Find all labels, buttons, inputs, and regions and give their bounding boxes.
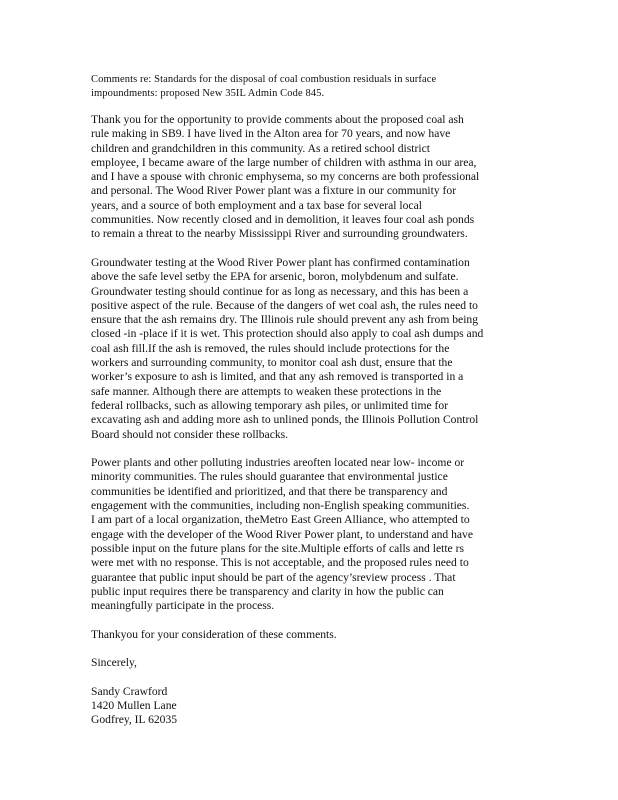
text-line: rule making in SB9. I have lived in the Alton area for 70 years, and now have bbox=[91, 127, 451, 141]
text-line: possible input on the future plans for the site.Multiple efforts of calls and lette rs bbox=[91, 541, 464, 555]
text-line: worker’s exposure to ash is limited, and that any ash removed is transported in a bbox=[91, 370, 464, 384]
text-line: positive aspect of the rule. Because of the dangers of wet coal ash, the rules need to bbox=[91, 298, 478, 312]
text-line: above the safe level setby the EPA for arsenic, boron, molybdenum and sulfate. bbox=[91, 270, 459, 284]
paragraph-environmental-justice bbox=[91, 456, 531, 613]
signature-street: 1420 Mullen Lane bbox=[91, 699, 177, 713]
text-line: minority communities. The rules should guarantee that environmental justice bbox=[91, 470, 448, 484]
text-line: Power plants and other polluting industries areoften located near low- income or bbox=[91, 456, 465, 470]
heading-line-1: Comments re: Standards for the disposal of coal combustion residuals in surface bbox=[91, 74, 437, 85]
text-line: meaningfully participate in the process. bbox=[91, 599, 275, 613]
text-line: Groundwater testing should continue for as long as necessary, and this has been a bbox=[91, 284, 469, 298]
text-line: excavating ash and adding more ash to unlined ponds, the Illinois Pollution Control bbox=[91, 413, 479, 427]
text-line: employee, I became aware of the large number of children with asthma in our area, bbox=[91, 155, 477, 169]
text-line: public input requires there be transparency and clarity in how the public can bbox=[91, 584, 444, 598]
text-line: workers and surrounding community, to monitor coal ash dust, ensure that the bbox=[91, 356, 453, 370]
paragraph-thanks bbox=[91, 628, 531, 642]
text-line: children and grandchildren in this community. As a retired school district bbox=[91, 141, 430, 155]
text-line: communities. Now recently closed and in demolition, it leaves four coal ash ponds bbox=[91, 213, 475, 227]
text-line: Thankyou for your consideration of these comments. bbox=[91, 627, 337, 641]
text-line: to remain a threat to the nearby Mississippi River and surrounding groundwaters. bbox=[91, 227, 468, 241]
text-line: Groundwater testing at the Wood River Power plant has confirmed contamination bbox=[91, 255, 470, 269]
text-line: I am part of a local organization, theMetro East Green Alliance, who attempted to bbox=[91, 513, 470, 527]
text-line: closed -in -place if it is wet. This protection should also apply to coal ash dumps and bbox=[91, 327, 484, 341]
text-line: and I have a spouse with chronic emphysema, so my concerns are both professional bbox=[91, 170, 480, 184]
text-line: safe manner. Although there are attempts to weaken these protections in the bbox=[91, 384, 442, 398]
text-line: years, and a source of both employment and a tax base for several local bbox=[91, 198, 422, 212]
text-line: coal ash fill.If the ash is removed, the rules should include protections for the bbox=[91, 341, 450, 355]
heading-line-2: impoundments: proposed New 35IL Admin Code 845. bbox=[91, 88, 325, 99]
text-line: guarantee that public input should be part of the agency’sreview process . That bbox=[91, 570, 456, 584]
text-line: federal rollbacks, such as allowing temporary ash piles, or unlimited time for bbox=[91, 398, 449, 412]
text-line: Board should not consider these rollbacks. bbox=[91, 427, 289, 441]
text-line: engagement with the communities, including non-English speaking communities. bbox=[91, 499, 470, 513]
paragraph-closing bbox=[91, 656, 531, 670]
signature-name: Sandy Crawford bbox=[91, 684, 168, 698]
comment-heading bbox=[91, 73, 531, 101]
paragraph-groundwater bbox=[91, 256, 531, 442]
text-line: and personal. The Wood River Power plant was a fixture in our community for bbox=[91, 184, 457, 198]
letter-body bbox=[91, 113, 531, 728]
signature-city: Godfrey, IL 62035 bbox=[91, 713, 178, 727]
text-line: were met with no response. This is not acceptable, and the proposed rules need to bbox=[91, 556, 469, 570]
text-line: Sincerely, bbox=[91, 656, 137, 670]
paragraph-intro bbox=[91, 113, 531, 242]
text-line: ensure that the ash remains dry. The Illinois rule should prevent any ash from being bbox=[91, 313, 479, 327]
text-line: engage with the developer of the Wood River Power plant, to understand and have bbox=[91, 527, 473, 541]
signature-block bbox=[91, 685, 531, 728]
text-line: Thank you for the opportunity to provide comments about the proposed coal ash bbox=[91, 113, 464, 126]
text-line: communities be identified and prioritized, and that there be transparency and bbox=[91, 484, 448, 498]
